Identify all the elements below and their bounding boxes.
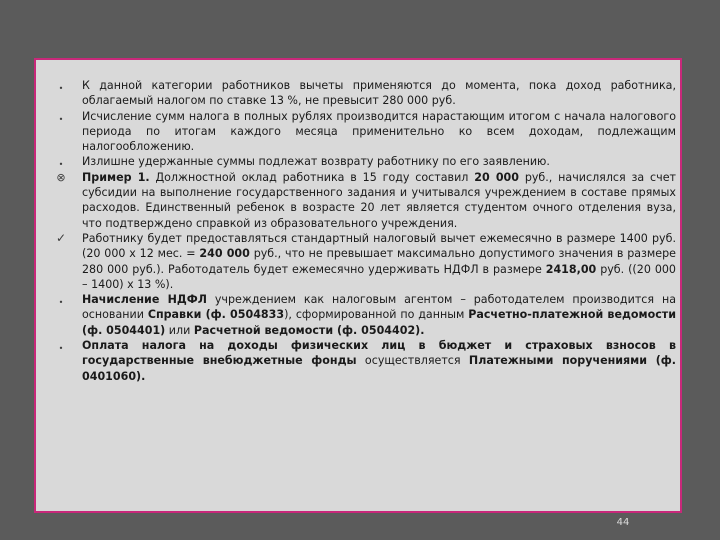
item-bold: Расчетной ведомости (ф. 0504402). <box>193 323 425 337</box>
bullet-dot-icon: • <box>58 114 64 124</box>
item-bold: Оплата налога на доходы физических лиц в бюджет и страховых взносов в государственные внебюджетные фонды <box>82 339 676 368</box>
bullet-dot-icon: • <box>58 160 64 170</box>
item-text: Исчисление сумм налога в полных рублях производится нарастающим итогом с начала налогового периода по итогам каждого месяца применительно ко всем доходам, подлежащим налогообложению. <box>82 109 676 154</box>
salary-value: 20 000 <box>474 170 519 184</box>
item-text: Работнику будет предоставляться стандартный налоговый вычет ежемесячно в размере 1400 руб. (20 000 х 12 мес. = <box>82 231 676 261</box>
item-text: Должностной оклад работника в 15 году составил <box>149 170 475 184</box>
bullet-list <box>46 78 676 384</box>
bullet-dot-icon: • <box>58 298 64 308</box>
item-bold: Платежными поручениями (ф. 0401060). <box>82 354 676 383</box>
item-text: осуществляется <box>356 354 469 368</box>
item-text: Излишне удержанные суммы подлежат возврату работнику по его заявлению. <box>82 155 550 169</box>
item-bold: Справки (ф. 0504833 <box>147 308 285 322</box>
bullet-dot-icon: • <box>58 84 64 93</box>
example-heading: Пример 1. <box>82 170 150 184</box>
item-text: К данной категории работников вычеты применяются до момента, пока доход работника, облагаемый налогом по ставке 13 %, не превысит 280 000 руб. <box>82 79 676 108</box>
list-item <box>46 154 676 169</box>
list-item <box>46 78 676 109</box>
item-text: руб., начислялся за счет субсидии на выполнение государственного задания и учитывался учреждением в составе прямых расходов. Единственный ребенок в возрасте 20 лет является студентом очного отделения вуза, что подтверждено справкой из образовательного учреждения. <box>82 170 676 230</box>
item-bold: Расчетно-платежной ведомости (ф. 0504401) <box>82 308 677 337</box>
slide-panel <box>34 58 682 513</box>
list-item <box>46 170 676 231</box>
item-bold: Начисление НДФЛ <box>82 293 207 307</box>
tax-value: 2418,00 <box>545 262 597 276</box>
item-text: руб. ((20 000 – 1400) х 13 %). <box>82 262 676 291</box>
item-text: ), сформированной по данным <box>284 308 469 322</box>
bullet-dot-icon: • <box>58 344 64 354</box>
item-text: учреждением как налоговым агентом – работодателем производится на основании <box>82 293 676 322</box>
checkmark-icon: ✓ <box>55 230 67 245</box>
annual-value: 240 000 <box>199 247 250 261</box>
target-bullet-icon: ⊗ <box>56 170 66 184</box>
list-item <box>46 338 676 384</box>
list-item <box>46 231 676 292</box>
page-number: 44 <box>616 517 630 528</box>
item-text: или <box>165 323 194 337</box>
item-text: руб., что не превышает максимально допустимого значения в размере 280 000 руб.). Работодатель будет ежемесячно удерживать НДФЛ в размере <box>82 247 676 276</box>
list-item <box>46 292 676 338</box>
list-item <box>46 109 676 155</box>
